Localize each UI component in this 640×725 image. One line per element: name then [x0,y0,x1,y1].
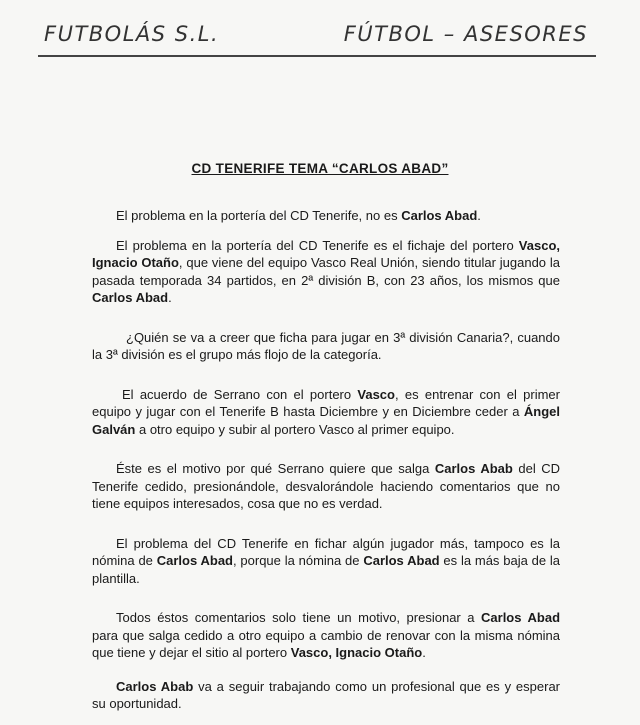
paragraph-6-text-c: , porque la nómina de [233,553,364,568]
paragraph-6-bold-d: Carlos Abad [363,553,440,568]
paragraph-1-text-a: El problema en la portería del CD Tenerife, no es [116,208,402,223]
paragraph-2-text-a: El problema en la portería del CD Tenerife es el fichaje del portero [116,237,519,253]
paragraph-4-bold-d: Ángel Galván [92,404,560,437]
paragraph-4-text-e: a otro equipo y subir al portero Vasco al primer equipo. [135,421,455,437]
paragraph-7-text-e: . [422,645,426,660]
paragraph-2-text-c: , que viene del equipo Vasco Real Unión, siendo titular jugando la pasada temporada 34 partidos, en 2ª división B, con 23 años, los mismos que [92,255,561,288]
paragraph-4 [92,386,560,439]
document-body [92,207,561,725]
company-name: FUTBOLÁS S.L. [44,22,220,46]
letterhead [44,22,588,46]
paragraph-5 [92,460,560,513]
paragraph-4-text-c: , es entrenar con el primer equipo y jugar con el Tenerife B hasta Diciembre y en Diciembre ceder a [92,386,560,419]
paragraph-3-text: ¿Quién se va a creer que ficha para jugar en 3ª división Canaria?, cuando la 3ª división es el grupo más flojo de la categoría. [92,329,560,362]
paragraph-8-bold: Carlos Abab [116,678,194,694]
paragraph-7-bold-d: Vasco, Ignacio Otaño [290,645,423,660]
paragraph-2 [92,237,560,307]
paragraph-7-text-c: para que salga cedido a otro equipo a cambio de renovar con la misma nómina que tiene y dejar el sitio al portero [92,627,560,660]
paragraph-6-text-e: es la más baja de la plantilla. [92,553,560,586]
header-rule [38,55,596,57]
company-tagline: FÚTBOL – ASESORES [343,22,588,46]
paragraph-2-text-e: . [168,290,172,305]
paragraph-3 [92,329,560,364]
paragraph-4-text-a: El acuerdo de Serrano con el portero [122,386,358,402]
paragraph-6 [92,535,560,588]
paragraph-4-bold-b: Vasco [357,386,395,402]
paragraph-1-text-c: . [477,208,481,223]
paragraph-8-text-b: va a seguir trabajando como un profesional que es y esperar su oportunidad. [92,678,560,711]
paragraph-2-bold-b: Vasco, Ignacio Otaño [92,237,560,270]
paragraph-2-bold-d: Carlos Abad [92,290,169,305]
paragraph-8 [92,678,560,713]
document-title-wrap [0,160,640,178]
paragraph-7 [92,609,560,662]
paragraph-5-bold: Carlos Abab [434,461,513,476]
paragraph-5-text-a: Éste es el motivo por qué Serrano quiere que salga [116,461,435,476]
paragraph-6-bold-b: Carlos Abad [156,553,233,568]
paragraph-7-bold-b: Carlos Abad [481,610,561,625]
paragraph-1-bold: Carlos Abad [401,208,478,223]
paragraph-1 [116,207,560,225]
paragraph-7-text-a: Todos éstos comentarios solo tiene un motivo, presionar a [116,610,482,625]
document-title: CD TENERIFE TEMA “CARLOS ABAD” [191,161,449,176]
paragraph-6-text-a: El problema del CD Tenerife en fichar algún jugador más, tampoco es la nómina de [92,535,560,568]
paragraph-5-text-c: del CD Tenerife cedido, presionándole, desvalorándole haciendo comentarios que no tiene equipos interesados, cosa que no es verdad. [92,461,560,511]
